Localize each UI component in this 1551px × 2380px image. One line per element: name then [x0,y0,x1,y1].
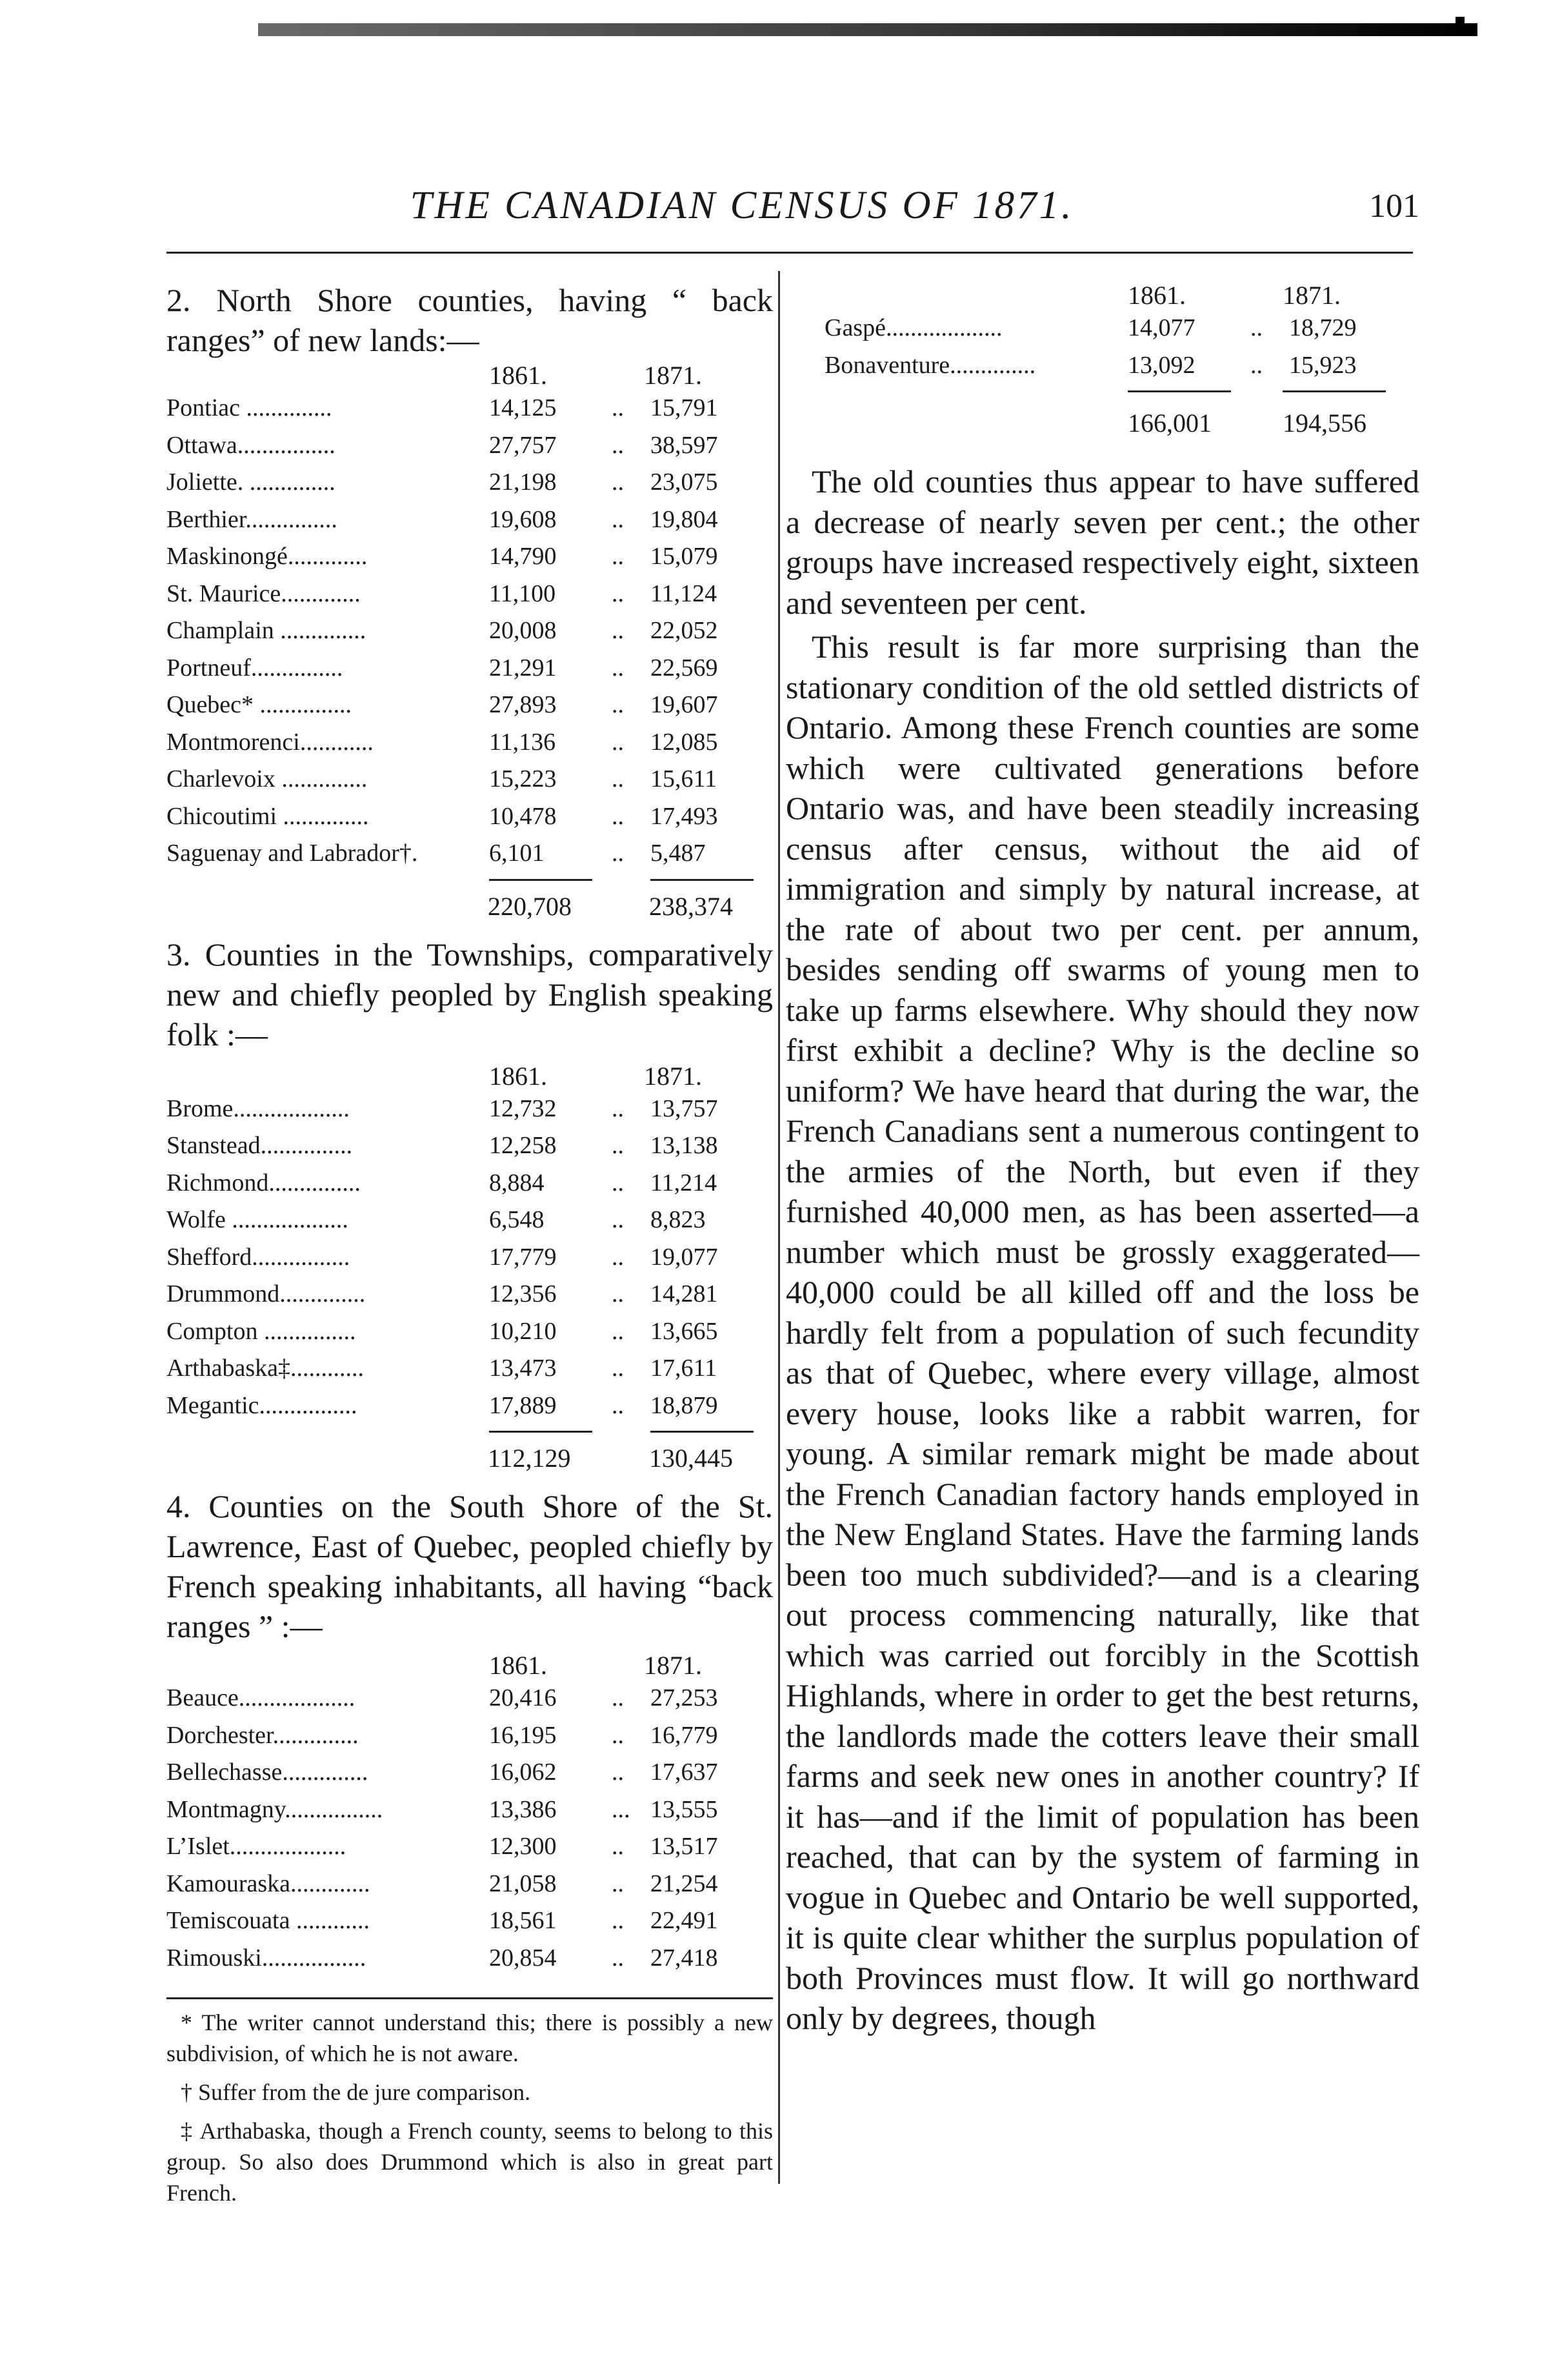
value-1871: 17,611 [650,1355,717,1382]
sum-rule [1128,390,1231,392]
county-name: Drummond.............. [166,1280,366,1307]
value-1871: 8,823 [650,1206,706,1233]
value-1871: 13,555 [650,1795,718,1823]
county-table [166,1094,773,1429]
running-title: THE CANADIAN CENSUS OF 1871. [410,184,1074,227]
sum-rule [489,1431,592,1433]
left-column [166,271,773,2208]
value-1871: 19,607 [650,691,718,718]
value-1861: 13,386 [489,1795,557,1823]
body-paragraph: This result is far more surprising than the stationary condition of the old settled districts of Ontario. Among these French counties are some which were cultivated generations before Ontario was, and have been steadily increasing census after census, without the aid of immigration and simply by natural increase, at the rate of about two per cent. per annum, besides sending off swarms of young men to take up farms elsewhere. Why should they now first exhibit a decline? Why is the decline so uniform? We have heard that during the war, the French Canadians sent a numerous contingent to the armies of the North, but even if they furnished 40,000 men, as has been asserted—a number which must be grossly exaggerated—40,000 could be all killed off and the loss be hardly felt from a population of such fecundity as that of Quebec, where every village, almost every house, looks like a rabbit warren, for young. A similar remark might be made about the French Canadian factory hands employed in the New England States. Have the farming lands been too much subdivided?—and is a clearing out process commencing naturally, like that which was carried out forcibly in the Scottish Highlands, where in order to get the best returns, the landlords made the cotters leave their small farms and seek new ones in another country? If it has—and if the limit of population has been reached, that can by the system of farming in vogue in Quebec and Ontario be well supported, it is quite clear whither the surplus population of both Provinces must flow. It will go northward only by degrees, though [786,629,1419,2036]
value-1871: 22,491 [650,1907,718,1934]
page-number: 101 [1369,188,1419,225]
value-1861: 13,473 [489,1355,557,1382]
value-1871: 13,138 [650,1132,718,1159]
value-1871: 17,637 [650,1759,718,1786]
county-name: Temiscouata ............ [166,1907,370,1934]
year-header [166,1650,773,1684]
table-row: Montmorenci............ 11,136 .. 12,085 [166,728,773,765]
sum-rule [489,879,592,881]
value-1861: 12,356 [489,1280,557,1307]
value-1861: 10,478 [489,802,557,830]
value-1861: 21,198 [489,469,557,496]
year-1871: 1871. [644,1061,702,1091]
table-row: Wolfe ................... 6,548 .. 8,823 [166,1205,773,1243]
value-1871: 16,779 [650,1721,718,1749]
year-1861: 1861. [489,1651,547,1680]
value-1861: 12,732 [489,1094,557,1122]
table-row: Chicoutimi .............. 10,478 .. 17,493 [166,802,773,840]
table-row: Joliette. .............. 21,198 .. 23,075 [166,468,773,505]
table-row: Maskinongé............. 14,790 .. 15,079 [166,542,773,580]
value-1861: 18,561 [489,1907,557,1934]
value-1871: 23,075 [650,469,718,496]
header-rule [166,252,1413,254]
body-paragraph: The old counties thus appear to have suffered a decrease of nearly seven per cent.; the other groups have increased respectively eight, sixteen and seventeen per cent. [786,463,1419,621]
value-1861: 21,058 [489,1870,557,1897]
value-1861: 20,854 [489,1944,557,1972]
value-1861: 20,008 [489,617,557,644]
table-row: Saguenay and Labrador†. 6,101 .. 5,487 [166,839,773,876]
total-row [166,1428,773,1473]
year-header [786,280,1419,314]
county-name: Dorchester.............. [166,1721,359,1749]
table-row: Rimouski................. 20,854 .. 27,418 [166,1944,773,1981]
value-1861: 16,195 [489,1721,557,1749]
value-1861: 8,884 [489,1169,545,1196]
table-row: St. Maurice............. 11,100 .. 11,124 [166,580,773,617]
table-row: Temiscouata ............ 18,561 .. 22,491 [166,1906,773,1944]
county-name: Maskinongé............. [166,543,368,570]
total-row [166,876,773,922]
total-1861: 166,001 [1128,408,1212,438]
table-row: Shefford................ 17,779 .. 19,077 [166,1243,773,1280]
table-row: Berthier............... 19,608 .. 19,804 [166,505,773,543]
table-row: Charlevoix .............. 15,223 .. 15,611 [166,765,773,802]
table-row: Drummond.............. 12,356 .. 14,281 [166,1280,773,1317]
table-row: Portneuf............... 21,291 .. 22,569 [166,654,773,691]
table-row: Bellechasse.............. 16,062 .. 17,637 [166,1758,773,1795]
county-name: St. Maurice............. [166,580,361,607]
value-1861: 10,210 [489,1317,557,1345]
county-name: Bellechasse.............. [166,1759,368,1786]
year-1861: 1861. [1128,281,1186,310]
value-1861: 11,100 [489,580,556,607]
value-1861: 19,608 [489,505,557,533]
table-row: Champlain .............. 20,008 .. 22,052 [166,616,773,654]
column-divider [778,271,780,2184]
right-column [786,271,1419,2039]
value-1871: 11,124 [650,580,717,607]
value-1861: 15,223 [489,765,557,792]
total-1861: 112,129 [488,1444,571,1473]
footnote: ‡ Arthabaska, though a French county, seems to belong to this group. So also does Drummond which is also in great part French. [166,2118,773,2206]
county-name: Stanstead............... [166,1132,353,1159]
year-1871: 1871. [644,1651,702,1680]
county-name: L’Islet................... [166,1833,346,1860]
year-1871: 1871. [1283,281,1341,310]
table-row: Kamouraska............. 21,058 .. 21,254 [166,1870,773,1907]
value-1861: 12,258 [489,1132,557,1159]
value-1871: 13,665 [650,1317,718,1345]
value-1871: 18,729 [1289,314,1357,341]
scan-edge-bar [258,23,1477,36]
value-1871: 18,879 [650,1391,718,1419]
value-1871: 15,079 [650,543,718,570]
value-1871: 17,493 [650,802,718,830]
county-table [786,314,1419,388]
county-name: Montmagny................ [166,1795,383,1823]
table-row: Megantic................ 17,889 .. 18,879 [166,1391,773,1429]
table-row: Compton ............... 10,210 .. 13,665 [166,1317,773,1355]
section-heading: 3. Counties in the Townships, comparatively new and chiefly peopled by English speaking folk :— [166,936,773,1053]
value-1871: 15,791 [650,394,718,421]
county-name: Quebec* ............... [166,691,352,718]
value-1871: 38,597 [650,431,718,459]
scan-mark [1456,17,1465,35]
value-1861: 17,779 [489,1243,557,1271]
value-1861: 16,062 [489,1759,557,1786]
value-1861: 21,291 [489,654,557,681]
value-1861: 27,893 [489,691,557,718]
year-1861: 1861. [489,361,547,390]
value-1871: 22,569 [650,654,718,681]
footnote-rule [166,1997,773,1999]
value-1861: 11,136 [489,728,556,756]
county-name: Chicoutimi .............. [166,802,369,830]
value-1871: 27,253 [650,1684,718,1711]
county-name: Rimouski................. [166,1944,366,1972]
table-row: L’Islet................... 12,300 .. 13,517 [166,1832,773,1870]
county-name: Richmond............... [166,1169,361,1196]
total-1871: 238,374 [649,891,733,921]
total-1871: 194,556 [1283,408,1366,438]
footnote: † Suffer from the de jure comparison. [181,2079,531,2105]
table-row: Gaspé................... 14,077 .. 18,729 [786,314,1419,351]
county-name: Berthier............... [166,505,337,533]
value-1871: 19,077 [650,1243,718,1271]
county-name: Montmorenci............ [166,728,374,756]
table-row: Montmagny................ 13,386 ... 13,555 [166,1795,773,1833]
county-table [166,394,773,876]
county-name: Arthabaska‡............ [166,1355,365,1382]
value-1871: 11,214 [650,1169,717,1196]
sum-rule [650,1431,754,1433]
table-row: Stanstead............... 12,258 .. 13,138 [166,1131,773,1169]
value-1861: 6,101 [489,840,545,867]
county-name: Pontiac .............. [166,394,332,421]
county-name: Megantic................ [166,1391,357,1419]
county-name: Joliette. .............. [166,469,335,496]
value-1871: 12,085 [650,728,718,756]
county-name: Gaspé................... [825,314,1003,341]
county-name: Shefford................ [166,1243,350,1271]
value-1861: 13,092 [1128,351,1196,379]
total-row [786,388,1419,438]
table-row: Richmond............... 8,884 .. 11,214 [166,1169,773,1206]
county-name: Beauce................... [166,1684,355,1711]
county-name: Brome................... [166,1094,350,1122]
total-1861: 220,708 [488,891,572,921]
value-1871: 13,517 [650,1833,718,1860]
county-name: Charlevoix .............. [166,765,368,792]
value-1861: 27,757 [489,431,557,459]
county-name: Wolfe ................... [166,1206,348,1233]
value-1861: 14,077 [1128,314,1196,341]
value-1871: 21,254 [650,1870,718,1897]
section-heading: 2. North Shore counties, having “ back ranges” of new lands:— [166,282,773,358]
value-1871: 14,281 [650,1280,718,1307]
value-1861: 20,416 [489,1684,557,1711]
table-row: Pontiac .............. 14,125 .. 15,791 [166,394,773,431]
table-row: Brome................... 12,732 .. 13,757 [166,1094,773,1132]
footnote: * The writer cannot understand this; there is possibly a new subdivision, of which he is not aware. [166,2010,773,2066]
table-row: Ottawa................ 27,757 .. 38,597 [166,431,773,469]
page-header [194,183,1419,235]
value-1871: 19,804 [650,505,718,533]
value-1871: 13,757 [650,1094,718,1122]
table-row: Beauce................... 20,416 .. 27,253 [166,1684,773,1721]
county-name: Bonaventure.............. [825,351,1036,379]
value-1871: 15,611 [650,765,717,792]
section-heading: 4. Counties on the South Shore of the St. Lawrence, East of Quebec, peopled chiefly by French speaking inhabitants, all having “back ranges ” :— [166,1488,773,1644]
table-row: Bonaventure.............. 13,092 .. 15,923 [786,351,1419,388]
county-name: Champlain .............. [166,617,366,644]
value-1861: 14,125 [489,394,557,421]
total-1871: 130,445 [649,1444,733,1473]
value-1861: 12,300 [489,1833,557,1860]
value-1861: 14,790 [489,543,557,570]
value-1871: 5,487 [650,840,706,867]
year-1871: 1871. [644,361,702,390]
county-name: Kamouraska............. [166,1870,370,1897]
year-1861: 1861. [489,1061,547,1091]
value-1861: 6,548 [489,1206,545,1233]
value-1861: 17,889 [489,1391,557,1419]
year-header [166,360,773,394]
table-row: Quebec* ............... 27,893 .. 19,607 [166,691,773,728]
sum-rule [1283,390,1386,392]
sum-rule [650,879,754,881]
county-name: Ottawa................ [166,431,335,459]
table-row: Arthabaska‡............ 13,473 .. 17,611 [166,1354,773,1391]
county-name: Compton ............... [166,1317,356,1345]
value-1871: 15,923 [1289,351,1357,379]
county-name: Saguenay and Labrador†. [166,840,418,867]
value-1871: 22,052 [650,617,718,644]
county-table [166,1684,773,1981]
year-header [166,1061,773,1094]
value-1871: 27,418 [650,1944,718,1972]
table-row: Dorchester.............. 16,195 .. 16,779 [166,1721,773,1759]
county-name: Portneuf............... [166,654,343,681]
